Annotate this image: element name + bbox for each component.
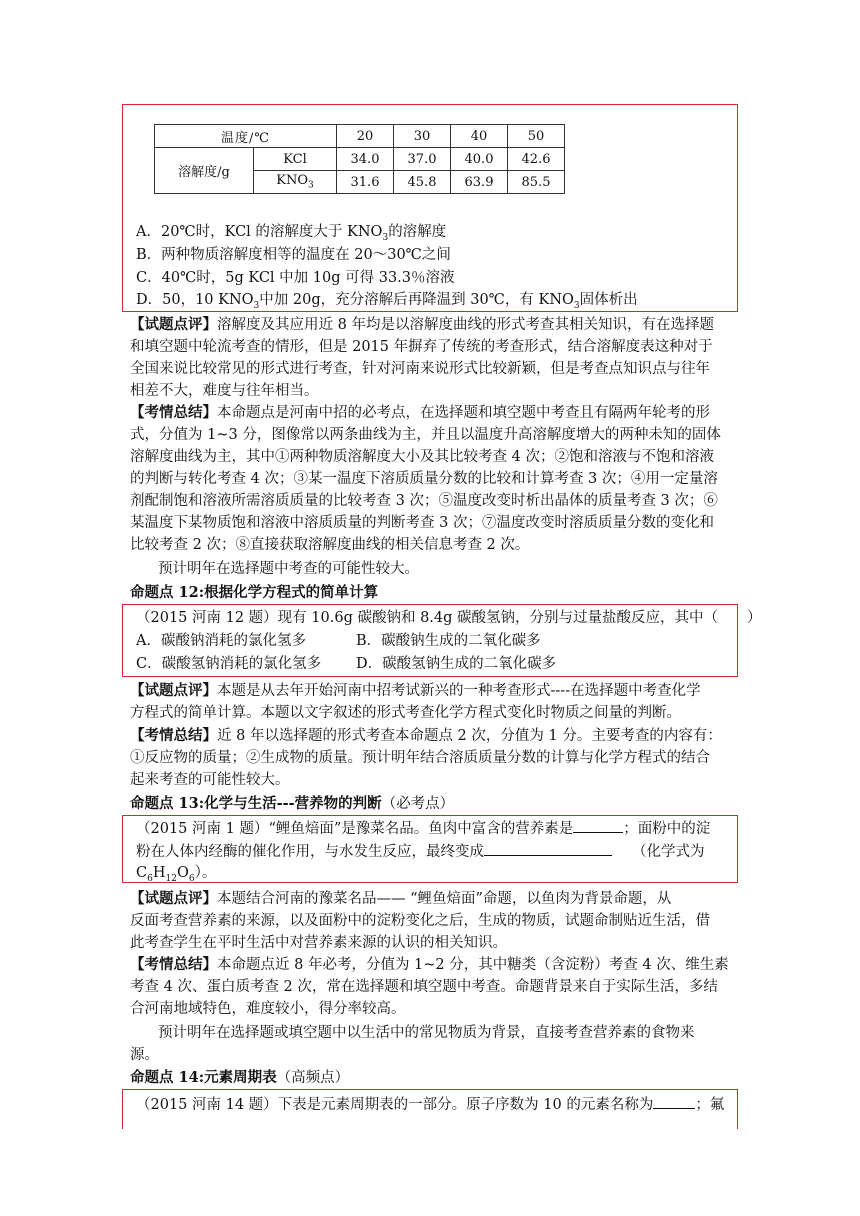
formula-h: H: [152, 865, 166, 881]
value-cell: 63.9: [451, 171, 508, 194]
summary-text: 本命题点是河南中招的必考点，在选择题和填空题中考查且有隔两年轮考的形: [217, 405, 710, 421]
solubility-table: [154, 124, 565, 194]
question-text: 粉在人体内经酶的催化作用，与水发生反应，最终变成: [136, 844, 484, 860]
temp-cell: 50: [508, 125, 565, 148]
topic-12-option-a: A．碳酸钠消耗的氯化氢多: [136, 633, 306, 649]
option-c: C．40℃时，5g KCl 中加 10g 可得 33.3％溶液: [136, 270, 455, 286]
summary-line: 溶解度曲线为主，其中①两种物质溶解度大小及其比较考查 4 次；②饱和溶液与不饱和溶液: [130, 449, 714, 465]
question-text: （2015 河南 14 题）下表是元素周期表的一部分。原子序数为 10 的元素名称为: [136, 1097, 654, 1113]
review-paragraph: [130, 315, 714, 335]
option-a-tail: 的溶解度: [388, 224, 447, 240]
topic-13-title: 命题点 13:化学与生活---营养物的判断: [130, 795, 382, 812]
summary-line: 比较考查 2 次；⑧直接获取溶解度曲线的相关信息考查 2 次。: [130, 537, 530, 553]
review-line: 方程式的简单计算。本题以文字叙述的形式考查化学方程式变化时物质之间量的判断。: [130, 705, 681, 721]
review-label: 【试题点评】: [130, 316, 217, 333]
topic-14-note: （高频点）: [276, 1070, 350, 1086]
review-text: 溶解度及其应用近 8 年均是以溶解度曲线的形式考查其相关知识，有在选择题: [217, 317, 714, 333]
answer-blank[interactable]: [653, 1094, 695, 1109]
subscript: 6: [147, 873, 153, 884]
topic-12-option-c: C．碳酸氢钠消耗的氯化氢多: [136, 656, 322, 672]
topic-13-question-line: [136, 841, 705, 862]
question-text: ；氟: [695, 1097, 725, 1113]
value-cell: 85.5: [508, 171, 565, 194]
subscript: 6: [188, 873, 195, 884]
formula-c: C: [136, 865, 148, 881]
topic-13-note: （必考点）: [381, 796, 455, 812]
question-text: ；面粉中的淀: [623, 821, 711, 837]
option-a-text: A．20℃时，KCl 的溶解度大于 KNO: [136, 224, 383, 240]
review-line: 相差不大，难度与往年相当。: [130, 383, 319, 399]
question-text: （化学式为: [632, 844, 705, 860]
summary-line: 式，分值为 1~3 分，图像常以两条曲线为主，并且以温度升高溶解度增大的两种未知的固体: [130, 427, 721, 443]
temp-cell: 30: [394, 125, 451, 148]
substance-kno3: [254, 171, 337, 194]
review-line: 此考查学生在平时生活中对营养素来源的认识的相关知识。: [130, 935, 507, 951]
summary-paragraph: [130, 955, 729, 975]
subscript: 3: [308, 180, 314, 191]
summary-text: 本命题点近 8 年必考，分值为 1~2 分，其中糖类（含淀粉）考查 4 次、维生素: [217, 957, 729, 973]
topic-13-question-line: [136, 818, 710, 839]
temp-cell: 20: [337, 125, 394, 148]
review-line: 全国来说比较常见的形式进行考查，针对河南来说形式比较新颖，但是考查点知识点与往年: [130, 361, 710, 377]
value-cell: 34.0: [337, 148, 394, 171]
review-label: 【试题点评】: [130, 890, 217, 907]
summary-line: 考查 4 次、蛋白质考查 2 次，常在选择题和填空题中考查。命题背景来自于实际生活，多结: [130, 979, 718, 995]
summary-line: ①反应物的质量；②生成物的质量。预计明年结合溶质质量分数的计算与化学方程式的结合: [130, 750, 710, 766]
option-a: [136, 222, 446, 248]
summary-line: 合河南地域特色，难度较小，得分率较高。: [130, 1001, 406, 1017]
value-cell: 45.8: [394, 171, 451, 194]
summary-line: 某温度下某物质饱和溶液中溶质质量的判断考查 3 次；⑦温度改变时溶质质量分数的变化和: [130, 515, 714, 531]
value-cell: 37.0: [394, 148, 451, 171]
formula-o: O: [176, 865, 189, 881]
prediction-line: 源。: [130, 1047, 159, 1063]
topic-12-option-d: D．碳酸氢钠生成的二氧化碳多: [356, 656, 557, 672]
option-d-tail: 固体析出: [579, 292, 638, 308]
summary-label: 【考情总结】: [130, 727, 217, 744]
value-cell: 31.6: [337, 171, 394, 194]
substance-kcl: KCl: [254, 148, 337, 171]
answer-blank[interactable]: [484, 841, 612, 856]
summary-label: 【考情总结】: [130, 404, 217, 421]
review-line: 和填空题中轮流考查的情形，但是 2015 年摒弃了传统的考查形式，结合溶解度表这种对于: [130, 339, 713, 355]
summary-line: 起来考查的可能性较大。: [130, 772, 290, 788]
subscript: 3: [573, 300, 580, 311]
summary-paragraph: [130, 726, 722, 746]
option-d-mid: 中加 20g，充分溶解后再降温到 30℃，有 KNO: [259, 292, 574, 308]
temp-header: 温度/℃: [155, 125, 337, 148]
topic-13-heading: [130, 794, 454, 814]
review-paragraph: [130, 681, 701, 701]
answer-blank[interactable]: [573, 818, 623, 833]
topic-12-option-b: B．碳酸钠生成的二氧化碳多: [356, 633, 541, 649]
summary-paragraph: [130, 403, 710, 423]
summary-label: 【考情总结】: [130, 956, 217, 973]
topic-14-question: [136, 1094, 724, 1115]
summary-text: 近 8 年以选择题的形式考查本命题点 2 次，分值为 1 分。主要考查的内容有：: [217, 728, 722, 744]
formula-tail: ）。: [194, 865, 217, 881]
review-paragraph: [130, 889, 671, 909]
temp-cell: 40: [451, 125, 508, 148]
summary-line: 剂配制饱和溶液所需溶质质量的比较考查 3 次；⑤温度改变时析出晶体的质量考查 3 次；⑥: [130, 493, 718, 509]
solubility-row-label: 溶解度/g: [155, 148, 254, 194]
prediction-line: 预计明年在选择题或填空题中以生活中的常见物质为背景，直接考查营养素的食物来: [158, 1025, 695, 1041]
topic-14-heading: [130, 1068, 349, 1088]
subscript: 3: [253, 300, 260, 311]
value-cell: 40.0: [451, 148, 508, 171]
option-b: B．两种物质溶解度相等的温度在 20～30℃之间: [136, 247, 451, 263]
topic-12-question: （2015 河南 12 题）现有 10.6g 碳酸钠和 8.4g 碳酸氢钠，分别与过量盐酸反应，其中（ ）: [136, 610, 762, 626]
formula-line: [136, 863, 216, 889]
topic-14-title: 命题点 14:元素周期表: [130, 1069, 277, 1086]
subscript: 12: [165, 873, 177, 884]
question-text: （2015 河南 1 题）“鲤鱼焙面”是豫菜名品。鱼肉中富含的营养素是: [136, 821, 574, 837]
review-line: 反面考查营养素的来源，以及面粉中的淀粉变化之后，生成的物质，试题命制贴近生活，借: [130, 913, 710, 929]
option-d-text: D．50，10 KNO: [136, 292, 254, 308]
review-text: 本题结合河南的豫菜名品—— “鲤鱼焙面”命题，以鱼肉为背景命题，从: [217, 891, 672, 907]
review-label: 【试题点评】: [130, 682, 217, 699]
topic-12-heading: 命题点 12:根据化学方程式的简单计算: [130, 584, 379, 601]
option-d: [136, 290, 638, 316]
summary-line: 的判断与转化考查 4 次；③某一温度下溶质质量分数的比较和计算考查 3 次；④用一定量溶: [130, 471, 718, 487]
subscript: 3: [382, 232, 389, 243]
prediction-text: 预计明年在选择题中考查的可能性较大。: [158, 561, 419, 577]
review-text: 本题是从去年开始河南中招考试新兴的一种考查形式----在选择题中考查化学: [217, 683, 701, 699]
value-cell: 42.6: [508, 148, 565, 171]
substance-text: KNO: [276, 173, 308, 189]
